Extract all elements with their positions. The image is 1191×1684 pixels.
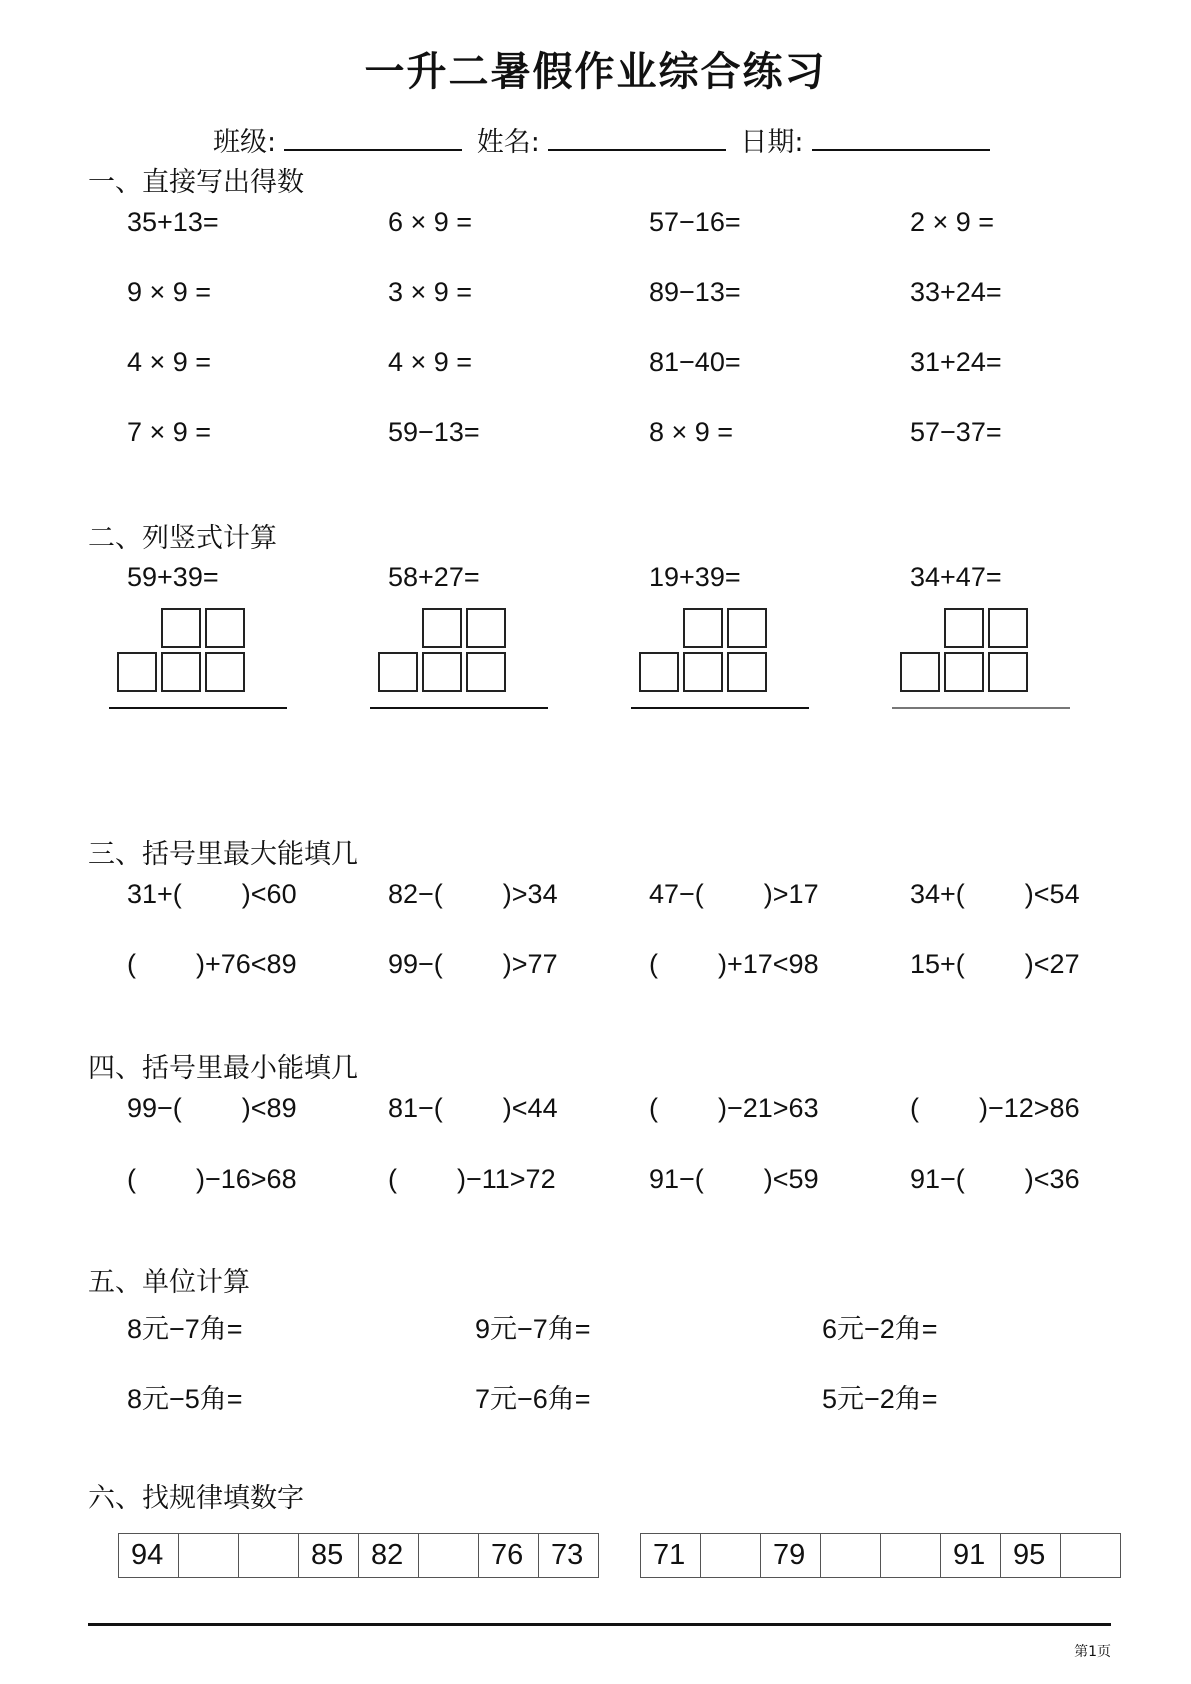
arithmetic-problem[interactable]: 4 × 9 = (388, 347, 473, 377)
fill-in-bracket-problem[interactable]: 82−( )>34 (388, 879, 558, 909)
sequence-cell[interactable] (419, 1534, 479, 1578)
answer-line (631, 707, 809, 709)
digit-box[interactable] (944, 608, 984, 648)
fill-in-bracket-problem[interactable]: ( )+76<89 (127, 949, 297, 979)
fill-in-bracket-problem[interactable]: ( )−12>86 (910, 1093, 1080, 1123)
digit-box[interactable] (161, 652, 201, 692)
section-1-heading: 一、直接写出得数 (88, 167, 304, 198)
digit-box[interactable] (205, 652, 245, 692)
fill-in-bracket-problem[interactable]: ( )−16>68 (127, 1164, 297, 1194)
digit-box[interactable] (944, 652, 984, 692)
fill-in-bracket-problem[interactable]: ( )−11>72 (388, 1164, 556, 1194)
arithmetic-problem[interactable]: 9 × 9 = (127, 277, 212, 307)
answer-line (370, 707, 548, 709)
fill-in-bracket-problem[interactable]: ( )−21>63 (649, 1093, 819, 1123)
unit-conversion-problem[interactable]: 5元−2角= (822, 1384, 938, 1414)
sequence-cell: 91 (941, 1534, 1001, 1578)
digit-box[interactable] (161, 608, 201, 648)
fill-in-bracket-problem[interactable]: 91−( )<36 (910, 1164, 1080, 1194)
sequence-cell[interactable] (1061, 1534, 1121, 1578)
digit-box[interactable] (639, 652, 679, 692)
digit-box[interactable] (117, 652, 157, 692)
section-2-heading: 二、列竖式计算 (88, 523, 277, 554)
sequence-cell: 71 (641, 1534, 701, 1578)
fill-in-bracket-problem[interactable]: 47−( )>17 (649, 879, 819, 909)
section-3-heading: 三、括号里最大能填几 (88, 839, 358, 870)
sequence-cell: 94 (119, 1534, 179, 1578)
section-5-heading: 五、单位计算 (88, 1267, 250, 1298)
date-label: 日期: (740, 127, 804, 158)
arithmetic-problem[interactable]: 81−40= (649, 347, 741, 377)
digit-box[interactable] (422, 608, 462, 648)
digit-box[interactable] (466, 608, 506, 648)
arithmetic-problem[interactable]: 33+24= (910, 277, 1002, 307)
vertical-problem: 19+39= (649, 562, 741, 592)
arithmetic-problem[interactable]: 7 × 9 = (127, 417, 212, 447)
fill-in-bracket-problem[interactable]: 99−( )<89 (127, 1093, 297, 1123)
name-field[interactable] (548, 125, 726, 151)
sequence-cell[interactable] (821, 1534, 881, 1578)
digit-box[interactable] (727, 608, 767, 648)
digit-box[interactable] (422, 652, 462, 692)
sequence-table-ascending (640, 1533, 1121, 1578)
name-label: 姓名: (476, 127, 540, 158)
sequence-cell[interactable] (179, 1534, 239, 1578)
arithmetic-problem[interactable]: 35+13= (127, 207, 219, 237)
class-label: 班级: (213, 127, 277, 158)
page-number: 第1页 (1074, 1644, 1111, 1660)
unit-conversion-problem[interactable]: 7元−6角= (475, 1384, 591, 1414)
sequence-cell[interactable] (701, 1534, 761, 1578)
fill-in-bracket-problem[interactable]: ( )+17<98 (649, 949, 819, 979)
digit-box[interactable] (683, 652, 723, 692)
fill-in-bracket-problem[interactable]: 91−( )<59 (649, 1164, 819, 1194)
fill-in-bracket-problem[interactable]: 99−( )>77 (388, 949, 558, 979)
digit-box[interactable] (683, 608, 723, 648)
digit-box[interactable] (378, 652, 418, 692)
page-title: 一升二暑假作业综合练习 (364, 49, 827, 95)
sequence-cell: 95 (1001, 1534, 1061, 1578)
section-6-heading: 六、找规律填数字 (88, 1483, 304, 1514)
vertical-problem: 34+47= (910, 562, 1002, 592)
fill-in-bracket-problem[interactable]: 81−( )<44 (388, 1093, 558, 1123)
sequence-cell: 79 (761, 1534, 821, 1578)
arithmetic-problem[interactable]: 57−37= (910, 417, 1002, 447)
unit-conversion-problem[interactable]: 9元−7角= (475, 1314, 591, 1344)
arithmetic-problem[interactable]: 6 × 9 = (388, 207, 473, 237)
digit-box[interactable] (988, 608, 1028, 648)
digit-box[interactable] (466, 652, 506, 692)
sequence-cell: 73 (539, 1534, 599, 1578)
digit-box[interactable] (988, 652, 1028, 692)
section-4-heading: 四、括号里最小能填几 (88, 1053, 358, 1084)
fill-in-bracket-problem[interactable]: 34+( )<54 (910, 879, 1080, 909)
digit-box[interactable] (205, 608, 245, 648)
sequence-cell[interactable] (239, 1534, 299, 1578)
sequence-cell: 76 (479, 1534, 539, 1578)
arithmetic-problem[interactable]: 89−13= (649, 277, 741, 307)
answer-line (109, 707, 287, 709)
vertical-problem: 59+39= (127, 562, 219, 592)
arithmetic-problem[interactable]: 4 × 9 = (127, 347, 212, 377)
vertical-problem: 58+27= (388, 562, 480, 592)
sequence-cell: 82 (359, 1534, 419, 1578)
answer-line (892, 707, 1070, 709)
unit-conversion-problem[interactable]: 8元−5角= (127, 1384, 243, 1414)
unit-conversion-problem[interactable]: 8元−7角= (127, 1314, 243, 1344)
date-field[interactable] (812, 125, 990, 151)
arithmetic-problem[interactable]: 57−16= (649, 207, 741, 237)
unit-conversion-problem[interactable]: 6元−2角= (822, 1314, 938, 1344)
arithmetic-problem[interactable]: 59−13= (388, 417, 480, 447)
class-field[interactable] (284, 125, 462, 151)
arithmetic-problem[interactable]: 3 × 9 = (388, 277, 473, 307)
sequence-table-descending (118, 1533, 599, 1578)
sequence-cell[interactable] (881, 1534, 941, 1578)
fill-in-bracket-problem[interactable]: 15+( )<27 (910, 949, 1080, 979)
digit-box[interactable] (900, 652, 940, 692)
digit-box[interactable] (727, 652, 767, 692)
student-info-row (213, 120, 996, 159)
arithmetic-problem[interactable]: 2 × 9 = (910, 207, 995, 237)
fill-in-bracket-problem[interactable]: 31+( )<60 (127, 879, 297, 909)
arithmetic-problem[interactable]: 8 × 9 = (649, 417, 734, 447)
arithmetic-problem[interactable]: 31+24= (910, 347, 1002, 377)
footer-divider (88, 1623, 1111, 1626)
sequence-cell: 85 (299, 1534, 359, 1578)
